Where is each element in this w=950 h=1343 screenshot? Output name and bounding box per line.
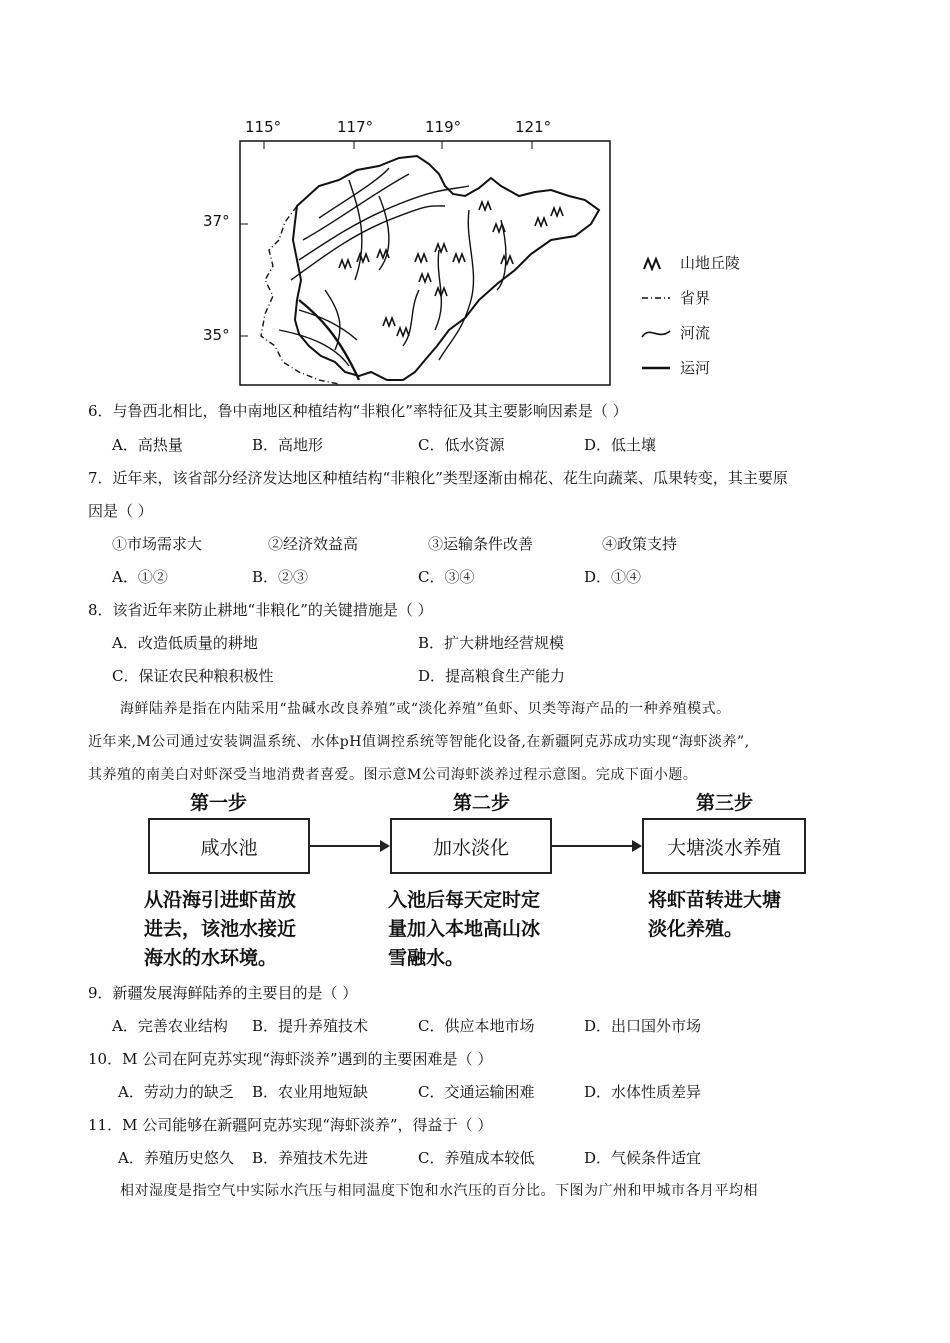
desc-line: 量加入本地高山冰 (388, 918, 541, 940)
passage-1-line-2: 近年来,M公司通过安装调温系统、水体pH值调控系统等智能化设备,在新疆阿克苏成功实现“海虾淡养”, (88, 734, 750, 750)
desc-line: 淡化养殖。 (648, 918, 744, 940)
q7-item-4: ④政策支持 (602, 535, 678, 553)
passage-1-line-1: 海鲜陆养是指在内陆采用“盐碱水改良养殖”或“淡化养殖”鱼虾、贝类等海产品的一种养殖模式。 (120, 701, 731, 717)
question-11-stem: 11．M 公司能够在新疆阿克苏实现“海虾淡养”，得益于（ ） (88, 1116, 493, 1134)
passage-2-line-1: 相对湿度是指空气中实际水汽压与相同温度下饱和水汽压的百分比。下图为广州和甲城市各月平均相 (120, 1183, 758, 1199)
river-icon (640, 325, 672, 341)
legend-label: 省界 (680, 289, 711, 307)
passage-1-line-3: 其养殖的南美白对虾深受当地消费者喜爱。图示意M公司海虾淡养过程示意图。完成下面小题。 (88, 767, 698, 783)
latitude-label: 35° (203, 326, 230, 344)
q7-item-2: ②经济效益高 (268, 535, 359, 553)
q7-item-3: ③运输条件改善 (428, 535, 534, 553)
map-drawing (239, 140, 611, 386)
desc-line: 从沿海引进虾苗放 (144, 889, 297, 911)
arrow-icon (310, 845, 388, 847)
q8-option-d[interactable]: D．提高粮食生产能力 (418, 667, 566, 685)
q8-option-c[interactable]: C．保证农民种粮积极性 (112, 667, 274, 685)
q9-option-b[interactable]: B．提升养殖技术 (252, 1017, 369, 1035)
question-7-stem-cont: 因是（ ） (88, 502, 153, 520)
legend-label: 山地丘陵 (680, 254, 741, 272)
q7-option-a[interactable]: A．①② (112, 568, 168, 586)
step-2-box: 加水淡化 (390, 818, 552, 874)
step-1-description (144, 886, 296, 973)
canal-icon (640, 360, 672, 376)
q6-option-b[interactable]: B．高地形 (252, 436, 324, 454)
q7-option-c[interactable]: C．③④ (418, 568, 475, 586)
step-1-title: 第一步 (190, 792, 248, 814)
longitude-label: 121° (515, 118, 552, 136)
q9-option-a[interactable]: A．完善农业结构 (112, 1017, 228, 1035)
desc-line: 入池后每天定时定 (388, 889, 541, 911)
q6-option-c[interactable]: C．低水资源 (418, 436, 505, 454)
q11-option-a[interactable]: A．养殖历史悠久 (118, 1149, 234, 1167)
longitude-label: 119° (425, 118, 462, 136)
q7-option-b[interactable]: B．②③ (252, 568, 309, 586)
legend-item-river (640, 322, 710, 343)
question-8-stem: 8．该省近年来防止耕地“非粮化”的关键措施是（ ） (88, 601, 433, 619)
question-9-stem: 9．新疆发展海鲜陆养的主要目的是（ ） (88, 984, 358, 1002)
q7-option-d[interactable]: D．①④ (584, 568, 642, 586)
question-7-stem: 7．近年来，该省部分经济发达地区种植结构“非粮化”类型逐渐由棉花、花生向蔬菜、瓜果转变，其主要原 (88, 469, 788, 487)
q10-option-b[interactable]: B．农业用地短缺 (252, 1083, 369, 1101)
q7-item-1: ①市场需求大 (112, 535, 203, 553)
q11-option-b[interactable]: B．养殖技术先进 (252, 1149, 369, 1167)
step-2-description (388, 886, 540, 973)
province-border-icon (640, 290, 672, 306)
legend-item-province-border (640, 287, 710, 308)
q11-option-c[interactable]: C．养殖成本较低 (418, 1149, 535, 1167)
q8-option-b[interactable]: B．扩大耕地经营规模 (418, 634, 565, 652)
step-1-box: 咸水池 (148, 818, 310, 874)
legend-label: 运河 (680, 359, 711, 377)
legend-item-canal (640, 357, 710, 378)
q10-option-d[interactable]: D．水体性质差异 (584, 1083, 702, 1101)
longitude-label: 115° (245, 118, 282, 136)
q11-option-d[interactable]: D．气候条件适宜 (584, 1149, 702, 1167)
q8-option-a[interactable]: A．改造低质量的耕地 (112, 634, 258, 652)
desc-line: 海水的水环境。 (144, 947, 278, 969)
shandong-map-figure (195, 112, 755, 392)
legend-label: 河流 (680, 324, 711, 342)
desc-line: 雪融水。 (388, 947, 465, 969)
arrow-icon (552, 845, 640, 847)
step-3-description (648, 886, 781, 944)
longitude-label: 117° (337, 118, 374, 136)
desc-line: 将虾苗转进大塘 (648, 889, 782, 911)
q6-option-a[interactable]: A．高热量 (112, 436, 183, 454)
step-3-title: 第三步 (696, 792, 754, 814)
legend-item-mountain (640, 252, 740, 273)
q6-option-d[interactable]: D．低土壤 (584, 436, 657, 454)
step-3-box: 大塘淡水养殖 (642, 818, 806, 874)
q9-option-c[interactable]: C．供应本地市场 (418, 1017, 535, 1035)
q10-option-c[interactable]: C．交通运输困难 (418, 1083, 535, 1101)
desc-line: 进去，该池水接近 (144, 918, 297, 940)
question-10-stem: 10．M 公司在阿克苏实现“海虾淡养”遇到的主要困难是（ ） (88, 1050, 493, 1068)
q10-option-a[interactable]: A．劳动力的缺乏 (118, 1083, 234, 1101)
question-6-stem: 6．与鲁西北相比，鲁中南地区种植结构“非粮化”率特征及其主要影响因素是（ ） (88, 402, 628, 420)
shrimp-farming-process-diagram (144, 788, 818, 978)
mountain-icon (640, 255, 672, 271)
latitude-label: 37° (203, 212, 230, 230)
step-2-title: 第二步 (453, 792, 511, 814)
q9-option-d[interactable]: D．出口国外市场 (584, 1017, 702, 1035)
